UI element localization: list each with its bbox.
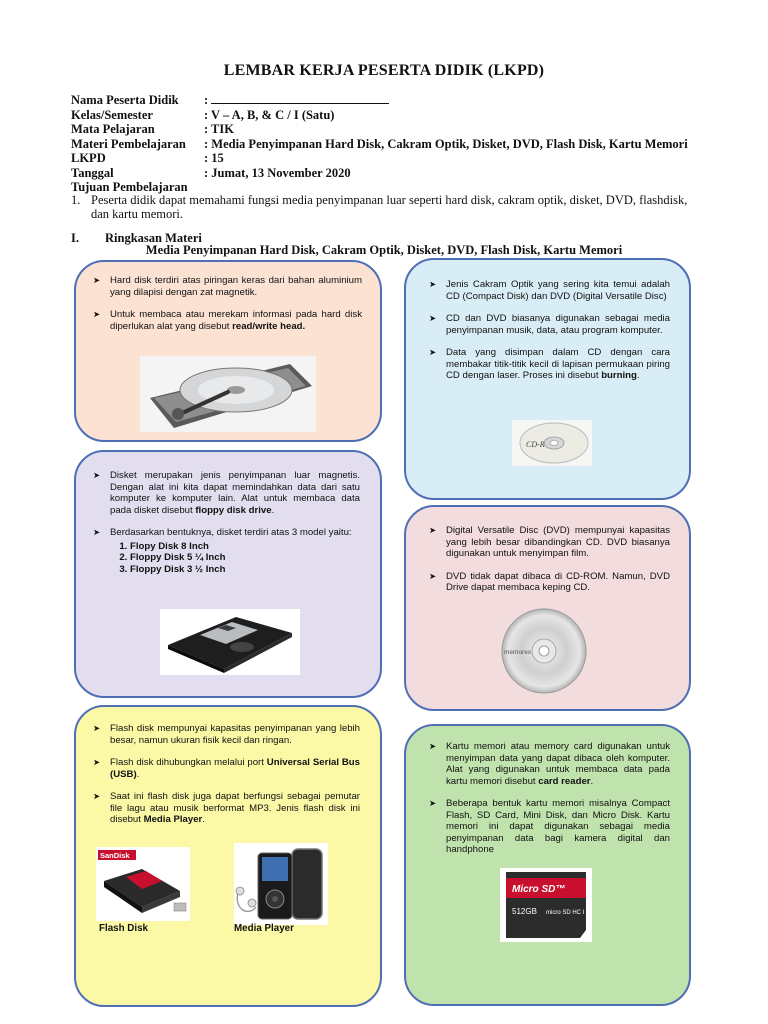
arrow-bullet-icon: ➤ (93, 527, 101, 537)
list-item: ➤ DVD tidak dapat dibaca di CD-ROM. Namun, DVD Drive dapat membaca keping CD. (429, 570, 670, 593)
list-item: ➤ Flash disk dihubungkan melalui port Universal Serial Bus (USB). (93, 757, 360, 780)
page-title: LEMBAR KERJA PESERTA DIDIK (LKPD) (223, 62, 545, 79)
flashdisk-box (74, 705, 382, 1007)
info-row-material (71, 137, 688, 152)
dvd-label-text: memorex (504, 649, 532, 656)
name-blank-line (211, 93, 389, 104)
list-item: ➤ Berdasarkan bentuknya, disket terdiri atas 3 model yaitu: 1. Flopy Disk 8 Inch 2. Floppy Disk 5 ¼ Inch 3. Floppy Disk 3 ½ Inch (90, 527, 360, 575)
cd-label-text: CD-R (526, 440, 545, 449)
memory-card-bullets (426, 741, 670, 867)
card-brand-text: micro SD HC I (546, 910, 585, 916)
info-row-date (71, 166, 688, 181)
section-number: I. (71, 231, 79, 245)
info-value: : TIK (204, 122, 234, 136)
arrow-bullet-icon: ➤ (93, 275, 101, 285)
dvd-bullets (426, 525, 670, 605)
list-item: ➤ Flash disk mempunyai kapasitas penyimpanan yang lebih besar, namun ukuran fisik kecil dan ringan. (93, 723, 360, 746)
media-player-image (234, 843, 328, 925)
cd-image (512, 420, 592, 466)
arrow-bullet-icon: ➤ (93, 723, 101, 733)
list-item: ➤ Data yang disimpan dalam CD dengan cara membakar titik-titik kecil di lapisan permukaan piring CD dengan laser. Proses ini disebut burning. (429, 347, 670, 381)
list-item: ➤ Disket merupakan jenis penyimpanan luar magnetis. Dengan alat ini kita dapat memindahkan data dari satu komputer ke komputer lain. Alat untuk membaca data pada disket disebut floppy disk drive. (93, 470, 360, 516)
flash-disk-image (96, 847, 190, 921)
card-size-text: 512GB (512, 907, 537, 916)
info-label: Tanggal (71, 165, 114, 180)
arrow-bullet-icon: ➤ (429, 525, 437, 535)
section-title: Ringkasan Materi (105, 231, 202, 245)
harddisk-bullets (90, 275, 362, 343)
info-label: Kelas/Semester (71, 107, 153, 122)
flash-disk-caption: Flash Disk (99, 923, 149, 934)
info-value: : 15 (204, 151, 224, 165)
list-item: ➤ Saat ini flash disk juga dapat berfungsi sebagai pemutar file lagu atau musik berformat MP3. Jenis flash disk ini disebut Media Player. (93, 791, 360, 825)
cd-box (404, 258, 691, 500)
objective-text: Peserta didik dapat memahami fungsi media penyimpanan luar seperti hard disk, cakram optik, disket, DVD, flashdisk, dan kartu memori. (91, 193, 688, 221)
list-item: 2. Floppy Disk 5 ¼ Inch (130, 552, 360, 564)
card-label-text: Micro SD™ (512, 884, 566, 895)
info-value: : V – A, B, & C / I (Satu) (204, 107, 335, 122)
arrow-bullet-icon: ➤ (93, 791, 101, 801)
list-item: ➤ Kartu memori atau memory card digunakan untuk menyimpan data yang dapat dibaca oleh komputer. Alat yang digunakan untuk membaca data pada kartu memori disebut card reader. (429, 741, 670, 787)
flashdisk-bullets (90, 723, 360, 837)
objective-item (71, 194, 699, 221)
disket-box (74, 450, 382, 698)
list-item: ➤ CD dan DVD biasanya digunakan sebagai media penyimpanan musik, data, atau program komputer. (429, 313, 670, 336)
info-value: : Media Penyimpanan Hard Disk, Cakram Optik, Disket, DVD, Flash Disk, Kartu Memori (204, 136, 688, 151)
memory-card-image (500, 868, 592, 942)
list-item: ➤ Hard disk terdiri atas piringan keras dari bahan aluminium yang dilapisi dengan zat magnetik. (93, 275, 362, 298)
arrow-bullet-icon: ➤ (429, 570, 437, 581)
info-label: LKPD (71, 151, 106, 165)
disket-bullets (90, 470, 360, 586)
sandisk-logo-text: SanDisk (100, 851, 130, 860)
list-item: 1. Flopy Disk 8 Inch (130, 541, 360, 553)
objectives-heading: Tujuan Pembelajaran (71, 180, 188, 194)
memory-card-box (404, 724, 691, 1006)
list-item: ➤ Beberapa bentuk kartu memori misalnya Compact Flash, SD Card, Mini Disk, dan Micro Disk. Kartu memori ini dapat digunakan sebagai media penyimpanan data bagi kamera digital dan handphone (429, 798, 670, 855)
arrow-bullet-icon: ➤ (429, 279, 437, 289)
arrow-bullet-icon: ➤ (429, 313, 437, 323)
info-row-name (71, 93, 688, 108)
dvd-image (496, 607, 592, 695)
list-item: ➤ Untuk membaca atau merekam informasi pada hard disk diperlukan alat yang disebut read/write head. (93, 309, 362, 332)
section-subheading: Media Penyimpanan Hard Disk, Cakram Optik, Disket, DVD, Flash Disk, Kartu Memori (145, 243, 623, 257)
info-value: : Jumat, 13 November 2020 (204, 165, 351, 180)
floppy-disk-image (160, 609, 300, 675)
arrow-bullet-icon: ➤ (429, 741, 437, 751)
floppy-model-list (110, 541, 360, 576)
info-row-lkpd (71, 151, 688, 166)
info-label: Mata Pelajaran (71, 122, 155, 136)
info-label: Materi Pembelajaran (71, 136, 186, 151)
objective-number: 1. (71, 193, 81, 207)
student-info (71, 93, 688, 180)
arrow-bullet-icon: ➤ (429, 347, 437, 357)
list-item: ➤ Jenis Cakram Optik yang sering kita temui adalah CD (Compact Disk) dan DVD (Digital Versatile Disc) (429, 279, 670, 302)
dvd-box (404, 505, 691, 711)
harddisk-image (140, 356, 316, 432)
arrow-bullet-icon: ➤ (429, 798, 437, 808)
info-row-subject (71, 122, 688, 137)
info-row-class (71, 108, 688, 123)
arrow-bullet-icon: ➤ (93, 309, 101, 319)
media-player-caption: Media Player (234, 923, 294, 934)
arrow-bullet-icon: ➤ (93, 470, 101, 480)
list-item: ➤ Digital Versatile Disc (DVD) mempunyai kapasitas yang lebih besar dibandingkan CD. DVD biasanya digunakan untuk menyimpan film. (429, 525, 670, 559)
info-value: : (204, 93, 389, 108)
arrow-bullet-icon: ➤ (93, 757, 101, 767)
harddisk-box (74, 260, 382, 442)
list-item: 3. Floppy Disk 3 ½ Inch (130, 564, 360, 576)
info-label: Nama Peserta Didik (71, 93, 179, 107)
cd-bullets (426, 279, 670, 393)
